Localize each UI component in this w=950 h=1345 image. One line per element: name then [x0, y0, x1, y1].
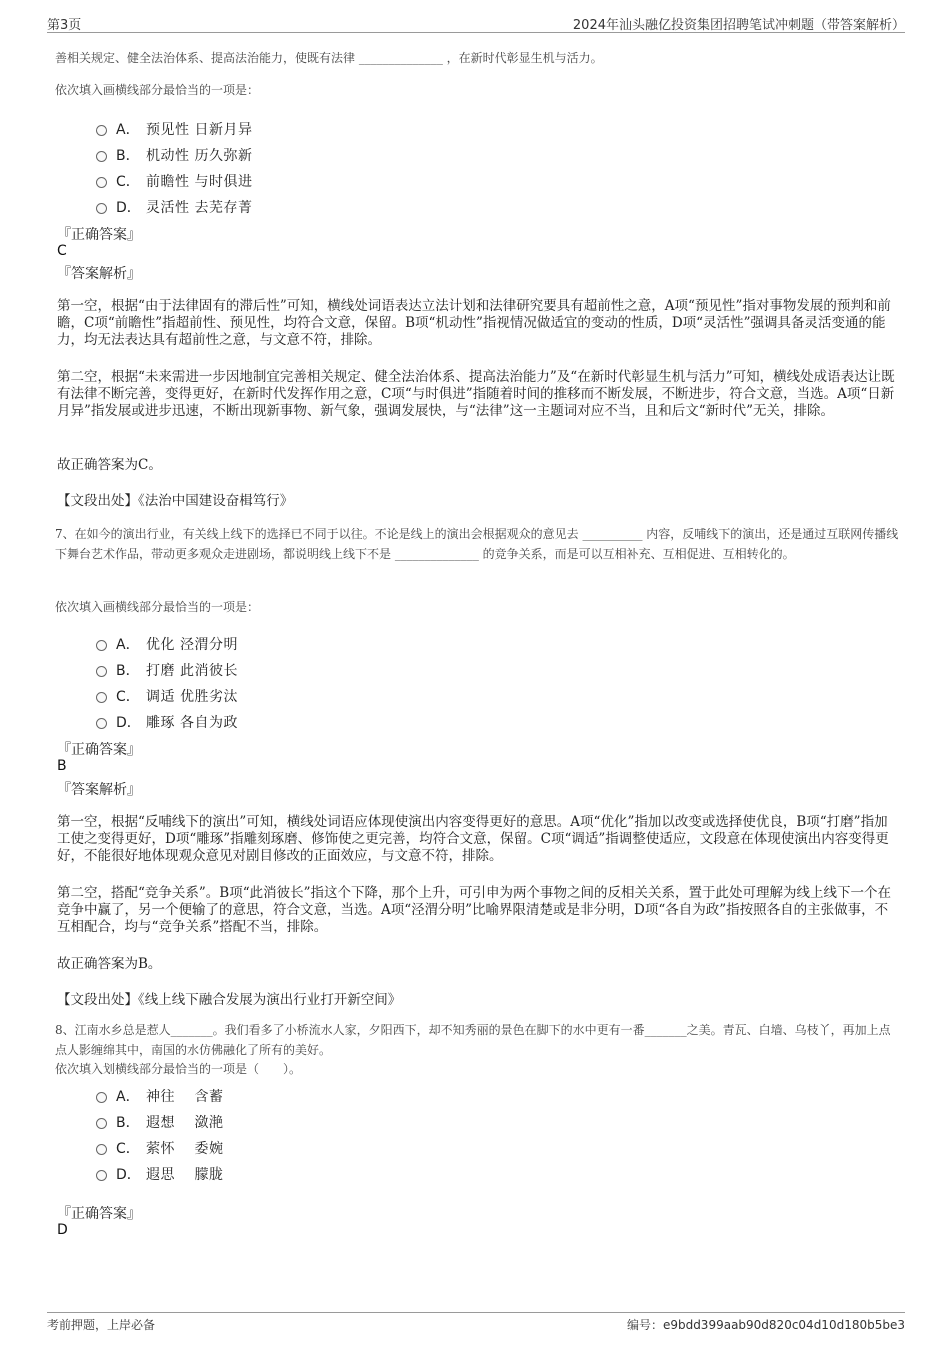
q8-option-d[interactable] — [96, 1164, 223, 1184]
q8-option-c[interactable] — [96, 1138, 223, 1158]
q6-option-d[interactable] — [96, 197, 252, 217]
q6-option-b[interactable] — [96, 145, 252, 165]
q7-answer-label: 『正确答案』 — [57, 742, 141, 758]
q8-stem: 8、江南水乡总是惹人_______。我们看多了小桥流水人家，夕阳西下，却不知秀丽的景色在脚下的水中更有一番_______之美。青瓦、白墙、乌枝丫，再加上点点人影缠绵其中，南国的水仿佛融化了所有的美好。 — [55, 1023, 891, 1057]
q8-answer-label: 『正确答案』 — [57, 1206, 141, 1222]
radio-icon[interactable] — [96, 692, 107, 703]
option-letter: D． — [116, 715, 141, 731]
option-text: 遐思 朦胧 — [146, 1167, 224, 1183]
page-header — [47, 12, 905, 33]
radio-icon[interactable] — [96, 1170, 107, 1181]
radio-icon[interactable] — [96, 666, 107, 677]
radio-icon[interactable] — [96, 1144, 107, 1155]
option-letter: B． — [116, 148, 140, 164]
q7-option-b[interactable] — [96, 660, 238, 680]
radio-icon[interactable] — [96, 203, 107, 214]
option-text: 打磨 此消彼长 — [146, 663, 238, 679]
document-title: 2024年汕头融亿投资集团招聘笔试冲刺题（带答案解析） — [572, 18, 905, 33]
radio-icon[interactable] — [96, 1118, 107, 1129]
option-letter: C． — [116, 174, 140, 190]
q8-prompt: 依次填入划横线部分最恰当的一项是（ ）。 — [55, 1062, 302, 1076]
option-text: 前瞻性 与时俱进 — [146, 174, 253, 190]
q8-option-a[interactable] — [96, 1086, 223, 1106]
q7-stem: 7、在如今的演出行业，有关线上线下的选择已不同于以往。不论是线上的演出会根据观众的意见去 __________ 内容，反哺线下的演出，还是通过互联网传播线下舞台艺术作品，带动更多观众走进剧场，都说明线上线下不是 ______________ 的竞争关系，而是可以互相补充、互相促进、互相转化的。 — [55, 527, 899, 561]
q7-analysis-paragraph-2: 第二空，搭配“竞争关系”。B项“此消彼长”指这个下降，那个上升，可引申为两个事物之间的反相关关系，置于此处可理解为线上线下一个在竞争中赢了，另一个便输了的意思，符合文意，当选。A项“泾渭分明”比喻界限清楚或是非分明，D项“各自为政”指按照各自的主张做事，不互相配合，均与“竞争关系”搭配不当，排除。 — [57, 885, 892, 935]
radio-icon[interactable] — [96, 640, 107, 651]
radio-icon[interactable] — [96, 125, 107, 136]
q6-answer: C — [57, 243, 67, 259]
option-text: 机动性 历久弥新 — [146, 148, 253, 164]
page-number: 第3页 — [47, 18, 82, 33]
option-text: 遐想 潋滟 — [146, 1115, 224, 1131]
option-letter: D． — [116, 1167, 141, 1183]
q6-answer-label: 『正确答案』 — [57, 227, 141, 243]
option-text: 神往 含蓄 — [146, 1089, 224, 1105]
q7-option-c[interactable] — [96, 686, 238, 706]
q7-prompt: 依次填入画横线部分最恰当的一项是： — [55, 600, 260, 614]
q6-analysis-conclusion: 故正确答案为C。 — [57, 457, 162, 473]
option-letter: B． — [116, 1115, 140, 1131]
q7-answer: B — [57, 758, 67, 774]
option-text: 萦怀 委婉 — [146, 1141, 224, 1157]
q7-source: 【文段出处】《线上线下融合发展为演出行业打开新空间》 — [57, 992, 402, 1008]
option-text: 雕琢 各自为政 — [146, 715, 238, 731]
page-footer — [47, 1312, 905, 1333]
document-id: 编号：e9bdd399aab90d820c04d10d180b5be3 — [626, 1318, 905, 1332]
q7-analysis-label: 『答案解析』 — [57, 782, 141, 798]
q6-option-c[interactable] — [96, 171, 252, 191]
option-letter: A． — [116, 1089, 140, 1105]
option-letter: A． — [116, 637, 140, 653]
q6-analysis-paragraph-1: 第一空，根据“由于法律固有的滞后性”可知，横线处词语表达立法计划和法律研究要具有超前性之意，A项“预见性”指对事物发展的预判和前瞻，C项“前瞻性”指超前性、预见性，均符合文意，保留。B项“机动性”指视情况做适宜的变动的性质，D项“灵活性”强调具备灵活变通的能力，均无法表达具有超前性之意，与文意不符，排除。 — [57, 298, 891, 348]
q7-option-a[interactable] — [96, 634, 238, 654]
option-letter: C． — [116, 689, 140, 705]
radio-icon[interactable] — [96, 151, 107, 162]
q6-option-a[interactable] — [96, 119, 252, 139]
radio-icon[interactable] — [96, 177, 107, 188]
option-text: 预见性 日新月异 — [146, 122, 253, 138]
q7-option-d[interactable] — [96, 712, 238, 732]
q7-analysis-conclusion: 故正确答案为B。 — [57, 956, 162, 972]
q6-stem-tail: 善相关规定、健全法治体系、提高法治能力，使既有法律 ______________ ，在新时代彰显生机与活力。 — [55, 51, 603, 65]
q8-answer: D — [57, 1222, 68, 1238]
option-text: 调适 优胜劣汰 — [146, 689, 238, 705]
option-text: 灵活性 去芜存菁 — [146, 200, 253, 216]
option-text: 优化 泾渭分明 — [146, 637, 238, 653]
footer-slogan: 考前押题，上岸必备 — [47, 1318, 156, 1332]
q6-prompt: 依次填入画横线部分最恰当的一项是： — [55, 83, 260, 97]
q6-analysis-paragraph-2: 第二空，根据“未来需进一步因地制宜完善相关规定、健全法治体系、提高法治能力”及“在新时代彰显生机与活力”可知，横线处成语表达让既有法律不断完善，变得更好，在新时代发挥作用之意，C项“与时俱进”指随着时间的推移而不断发展，不断进步，符合文意，当选。A项“日新月异”指发展或进步迅速，不断出现新事物、新气象，强调发展快，与“法律”这一主题词对应不当，且和后文“新时代”无关，排除。 — [57, 369, 895, 419]
q6-source: 【文段出处】《法治中国建设奋楫笃行》 — [57, 493, 294, 509]
option-letter: D． — [116, 200, 141, 216]
option-letter: A． — [116, 122, 140, 138]
radio-icon[interactable] — [96, 1092, 107, 1103]
option-letter: C． — [116, 1141, 140, 1157]
q6-analysis-label: 『答案解析』 — [57, 266, 141, 282]
option-letter: B． — [116, 663, 140, 679]
q8-option-b[interactable] — [96, 1112, 223, 1132]
q7-analysis-paragraph-1: 第一空，根据“反哺线下的演出”可知，横线处词语应体现使演出内容变得更好的意思。A项“优化”指加以改变或选择使优良，B项“打磨”指加工使之变得更好，D项“雕琢”指雕刻琢磨、修饰使之更完善，均符合文意，保留。C项“调适”指调整使适应，文段意在体现使演出内容变得更好，不能很好地体现观众意见对剧目修改的正面效应，与文意不符，排除。 — [57, 814, 889, 864]
radio-icon[interactable] — [96, 718, 107, 729]
